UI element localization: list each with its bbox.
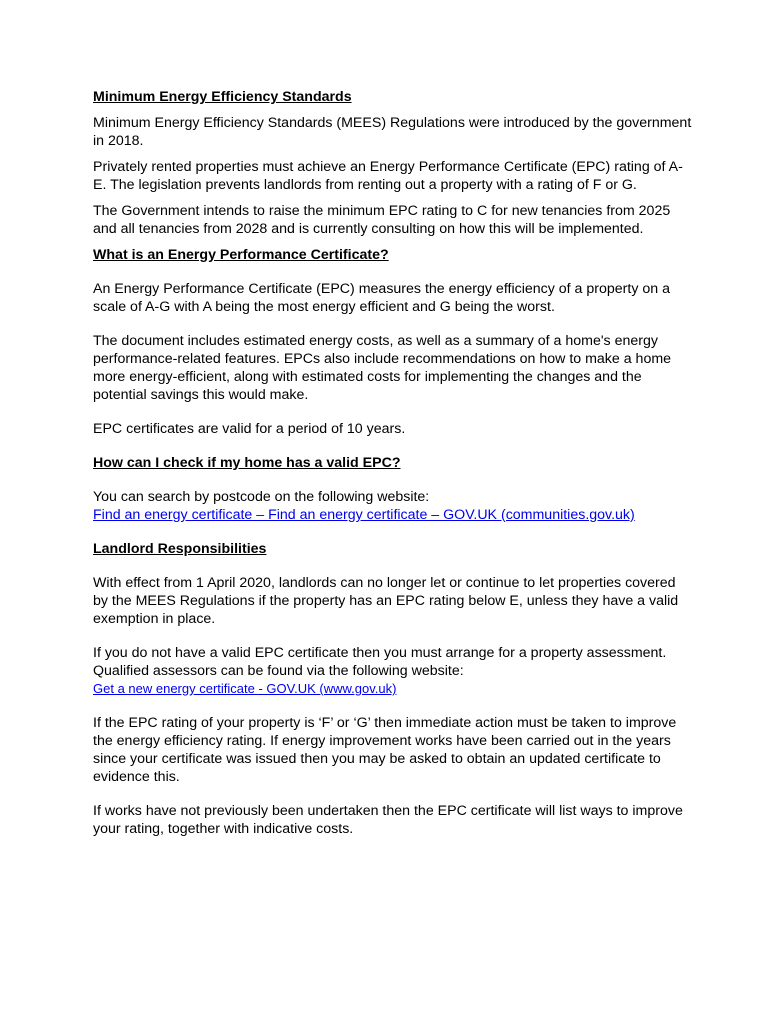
paragraph-mees-intro: Minimum Energy Efficiency Standards (MEES) Regulations were introduced by the government in 2018. xyxy=(93,115,692,149)
paragraph-epc-validity: EPC certificates are valid for a period of 10 years. xyxy=(93,421,406,437)
paragraph-landlord-improvements: If works have not previously been undertaken then the EPC certificate will list ways to improve your rating, together with indicative costs. xyxy=(93,803,683,837)
new-certificate-link[interactable]: Get a new energy certificate - GOV.UK (www.gov.uk) xyxy=(93,681,397,696)
heading-mees: Minimum Energy Efficiency Standards xyxy=(93,89,352,105)
paragraph-mees-future: The Government intends to raise the minimum EPC rating to C for new tenancies from 2025 and all tenancies from 2028 and is currently consulting on how this will be implemented. xyxy=(93,203,671,237)
link-paragraph-find-certificate xyxy=(93,506,693,524)
paragraph-landlord-rating-action: If the EPC rating of your property is ‘F’ or ‘G’ then immediate action must be taken to improve the energy efficiency rating. If energy improvement works have been carried out in the years since your certificate was issued then you may be asked to obtain an updated certificate to evidence this. xyxy=(93,715,677,785)
heading-landlord: Landlord Responsibilities xyxy=(93,541,267,557)
heading-check-epc: How can I check if my home has a valid EPC? xyxy=(93,455,401,471)
paragraph-mees-requirement: Privately rented properties must achieve an Energy Performance Certificate (EPC) rating of A-E. The legislation prevents landlords from renting out a property with a rating of F or G. xyxy=(93,159,683,193)
paragraph-epc-contents: The document includes estimated energy costs, as well as a summary of a home's energy performance-related features. EPCs also include recommendations on how to make a home more energy-efficient, along with estimated costs for implementing the changes and the potential savings this would make. xyxy=(93,333,672,403)
paragraph-check-search: You can search by postcode on the following website: xyxy=(93,489,430,505)
document-page xyxy=(93,88,693,838)
paragraph-landlord-assessment: If you do not have a valid EPC certificate then you must arrange for a property assessment. Qualified assessors can be found via the following website: xyxy=(93,645,667,679)
paragraph-landlord-effect: With effect from 1 April 2020, landlords can no longer let or continue to let properties covered by the MEES Regulations if the property has an EPC rating below E, unless they have a valid exemption in place. xyxy=(93,575,679,627)
find-certificate-link[interactable]: Find an energy certificate – Find an energy certificate – GOV.UK (communities.gov.uk) xyxy=(93,507,635,523)
link-paragraph-new-certificate xyxy=(93,680,693,698)
heading-epc: What is an Energy Performance Certificate? xyxy=(93,247,389,263)
paragraph-epc-definition: An Energy Performance Certificate (EPC) measures the energy efficiency of a property on a scale of A-G with A being the most energy efficient and G being the worst. xyxy=(93,281,670,315)
